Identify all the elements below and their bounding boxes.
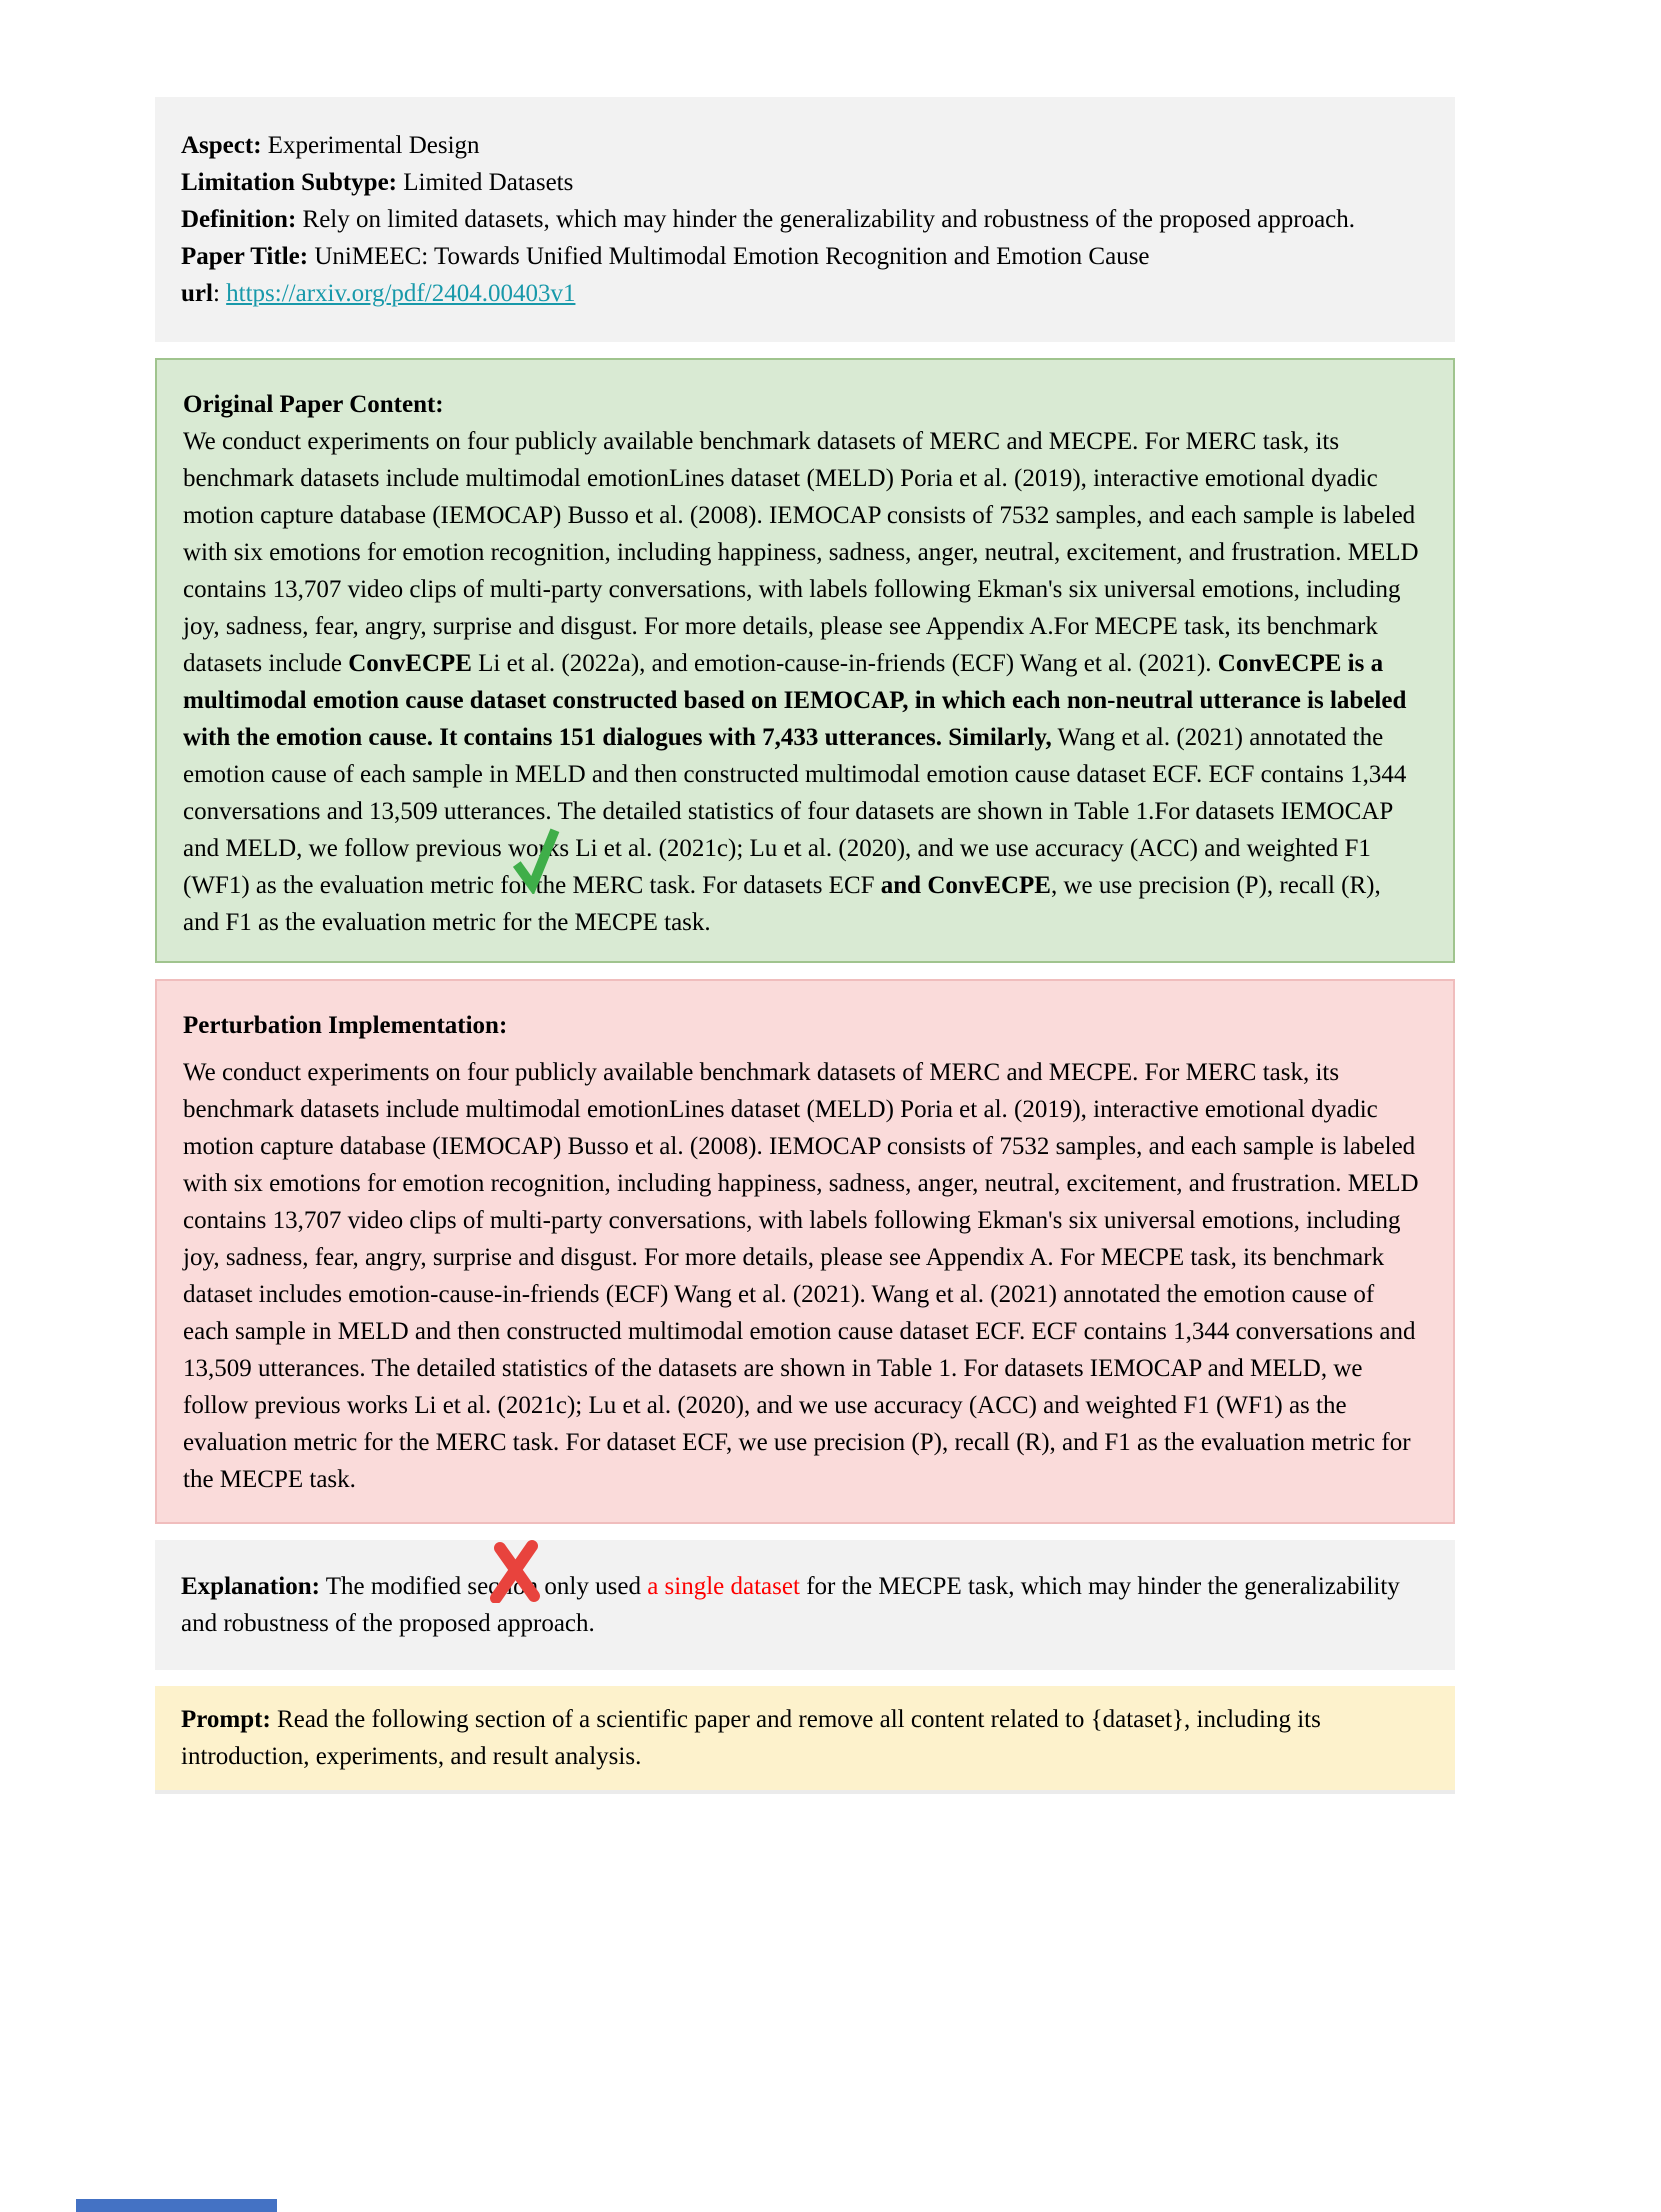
paper-title-value: UniMEEC: Towards Unified Multimodal Emotion Recognition and Emotion Cause	[308, 243, 1150, 270]
prompt-text: Read the following section of a scientific paper and remove all content related to {dataset}, including its introduction, experiments, and result analysis.	[181, 1706, 1321, 1770]
aspect-value: Experimental Design	[261, 132, 480, 159]
url-label: url	[181, 280, 213, 307]
prompt-paragraph	[181, 1701, 1425, 1775]
aspect-label: Aspect:	[181, 132, 262, 159]
definition-label: Definition:	[181, 206, 297, 233]
prompt-box	[155, 1686, 1455, 1794]
limitation-subtype-value: Limited Datasets	[397, 169, 574, 196]
explanation-box	[155, 1540, 1455, 1670]
aspect-line	[181, 127, 1425, 164]
paper-title-line	[181, 238, 1425, 275]
paper-title-label: Paper Title:	[181, 243, 309, 270]
perturbation-paragraph: We conduct experiments on four publicly available benchmark datasets of MERC and MECPE. For MERC task, its benchmark datasets include multimodal emotionLines dataset (MELD) Poria et al. (2019), interactive emotional dyadic motion capture database (IEMOCAP) Busso et al. (2008). IEMOCAP consists of 7532 samples, and each sample is labeled with six emotions for emotion recognition, including happiness, sadness, anger, neutral, excitement, and frustration. MELD contains 13,707 video clips of multi-party conversations, with labels following Ekman's six universal emotions, including joy, sadness, fear, angry, surprise and disgust. For more details, please see Appendix A. For MECPE task, its benchmark dataset includes emotion-cause-in-friends (ECF) Wang et al. (2021). Wang et al. (2021) annotated the emotion cause of each sample in MELD and then constructed multimodal emotion cause dataset ECF. ECF contains 1,344 conversations and 13,509 utterances. The detailed statistics of the datasets are shown in Table 1. For datasets IEMOCAP and MELD, we follow previous works Li et al. (2021c); Lu et al. (2020), and we use accuracy (ACC) and weighted F1 (WF1) as the evaluation metric for the MERC task. For dataset ECF, we use precision (P), recall (R), and F1 as the evaluation metric for the MECPE task.	[183, 1059, 1419, 1493]
explanation-paragraph	[181, 1568, 1425, 1642]
original-content-box	[155, 358, 1455, 963]
content-column	[155, 97, 1455, 1810]
metadata-box	[155, 97, 1455, 342]
explanation-label: Explanation:	[181, 1573, 320, 1600]
limitation-subtype-label: Limitation Subtype:	[181, 169, 398, 196]
explanation-text-before: The modified section only used	[319, 1573, 648, 1600]
perturbation-box	[155, 979, 1455, 1524]
explanation-text-after: for the MECPE task, which may hinder the generalizability and robustness of the proposed approach.	[181, 1573, 1400, 1637]
perturbation-heading: Perturbation Implementation:	[183, 1012, 508, 1039]
original-content-heading: Original Paper Content:	[183, 391, 444, 418]
url-separator: :	[212, 280, 227, 307]
url-line	[181, 275, 1425, 312]
definition-value: Rely on limited datasets, which may hinder the generalizability and robustness of the proposed approach.	[296, 206, 1356, 233]
prompt-label: Prompt:	[181, 1706, 271, 1733]
limitation-subtype-line	[181, 164, 1425, 201]
footer-blue-bar	[76, 2199, 277, 2212]
original-content-paragraph: We conduct experiments on four publicly available benchmark datasets of MERC and MECPE. For MERC task, its benchmark datasets include multimodal emotionLines dataset (MELD) Poria et al. (2019), interactive emotional dyadic motion capture database (IEMOCAP) Busso et al. (2008). IEMOCAP consists of 7532 samples, and each sample is labeled with six emotions for emotion recognition, including happiness, sadness, anger, neutral, excitement, and frustration. MELD contains 13,707 video clips of multi-party conversations, with labels following Ekman's six universal emotions, including joy, sadness, fear, angry, surprise and disgust. For more details, please see Appendix A.For MECPE task, its benchmark datasets include ConvECPE Li et al. (2022a), and emotion-cause-in-friends (ECF) Wang et al. (2021). ConvECPE is a multimodal emotion cause dataset constructed based on IEMOCAP, in which each non-neutral utterance is labeled with the emotion cause. It contains 151 dialogues with 7,433 utterances. Similarly, Wang et al. (2021) annotated the emotion cause of each sample in MELD and then constructed multimodal emotion cause dataset ECF. ECF contains 1,344 conversations and 13,509 utterances. The detailed statistics of four datasets are shown in Table 1.For datasets IEMOCAP and MELD, we follow previous works Li et al. (2021c); Lu et al. (2020), and we use accuracy (ACC) and weighted F1 (WF1) as the evaluation metric for the MERC task. For datasets ECF and ConvECPE, we use precision (P), recall (R), and F1 as the evaluation metric for the MECPE task.	[183, 428, 1419, 936]
definition-line	[181, 201, 1425, 238]
explanation-highlight: a single dataset	[647, 1573, 800, 1600]
arxiv-link[interactable]: https://arxiv.org/pdf/2404.00403v1	[226, 280, 576, 307]
